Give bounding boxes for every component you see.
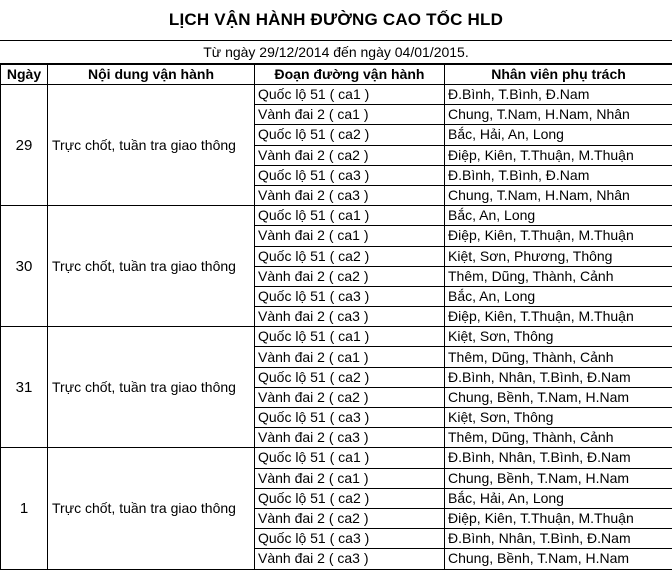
segment-cell: Vành đai 2 ( ca1 ) <box>255 105 445 125</box>
segment-cell: Quốc lộ 51 ( ca3 ) <box>255 408 445 428</box>
table-row <box>1 448 672 468</box>
segment-cell: Vành đai 2 ( ca3 ) <box>255 428 445 448</box>
segment-cell: Vành đai 2 ( ca3 ) <box>255 549 445 569</box>
day-cell: 30 <box>1 206 48 327</box>
segment-cell: Quốc lộ 51 ( ca3 ) <box>255 529 445 549</box>
document-subtitle: Từ ngày 29/12/2014 đến ngày 04/01/2015. <box>0 40 672 64</box>
header-day: Ngày <box>1 65 48 85</box>
staff-cell: Bắc, An, Long <box>445 206 672 226</box>
staff-cell: Thêm, Dũng, Thành, Cảnh <box>445 428 672 448</box>
segment-cell: Quốc lộ 51 ( ca3 ) <box>255 165 445 185</box>
schedule-table <box>0 64 672 570</box>
staff-cell: Bắc, Hải, An, Long <box>445 125 672 145</box>
segment-cell: Quốc lộ 51 ( ca2 ) <box>255 367 445 387</box>
header-segment: Đoạn đường vận hành <box>255 65 445 85</box>
day-cell: 31 <box>1 327 48 448</box>
task-cell: Trực chốt, tuần tra giao thông <box>48 206 255 327</box>
segment-cell: Quốc lộ 51 ( ca3 ) <box>255 286 445 306</box>
segment-cell: Quốc lộ 51 ( ca1 ) <box>255 327 445 347</box>
table-row <box>1 327 672 347</box>
segment-cell: Vành đai 2 ( ca1 ) <box>255 347 445 367</box>
segment-cell: Vành đai 2 ( ca3 ) <box>255 185 445 205</box>
segment-cell: Quốc lộ 51 ( ca2 ) <box>255 488 445 508</box>
task-cell: Trực chốt, tuần tra giao thông <box>48 327 255 448</box>
header-row <box>1 65 672 85</box>
task-cell: Trực chốt, tuần tra giao thông <box>48 85 255 206</box>
staff-cell: Chung, T.Nam, H.Nam, Nhân <box>445 185 672 205</box>
segment-cell: Vành đai 2 ( ca2 ) <box>255 145 445 165</box>
task-cell: Trực chốt, tuần tra giao thông <box>48 448 255 569</box>
staff-cell: Chung, Bềnh, T.Nam, H.Nam <box>445 387 672 407</box>
table-row <box>1 85 672 105</box>
document-title: LỊCH VẬN HÀNH ĐƯỜNG CAO TỐC HLD <box>168 10 504 29</box>
segment-cell: Quốc lộ 51 ( ca1 ) <box>255 448 445 468</box>
staff-cell: Kiệt, Sơn, Thông <box>445 408 672 428</box>
day-cell: 1 <box>1 448 48 569</box>
segment-cell: Quốc lộ 51 ( ca1 ) <box>255 206 445 226</box>
table-row <box>1 206 672 226</box>
staff-cell: Đ.Bình, Nhân, T.Bình, Đ.Nam <box>445 367 672 387</box>
segment-cell: Vành đai 2 ( ca2 ) <box>255 387 445 407</box>
day-cell: 29 <box>1 85 48 206</box>
schedule-body <box>1 85 672 570</box>
segment-cell: Quốc lộ 51 ( ca2 ) <box>255 246 445 266</box>
staff-cell: Thêm, Dũng, Thành, Cảnh <box>445 347 672 367</box>
staff-cell: Đ.Bình, Nhân, T.Bình, Đ.Nam <box>445 529 672 549</box>
header-staff: Nhân viên phụ trách <box>445 65 672 85</box>
segment-cell: Vành đai 2 ( ca1 ) <box>255 468 445 488</box>
staff-cell: Điệp, Kiên, T.Thuận, M.Thuận <box>445 307 672 327</box>
staff-cell: Đ.Bình, Nhân, T.Bình, Đ.Nam <box>445 448 672 468</box>
staff-cell: Kiệt, Sơn, Thông <box>445 327 672 347</box>
segment-cell: Vành đai 2 ( ca3 ) <box>255 307 445 327</box>
segment-cell: Quốc lộ 51 ( ca2 ) <box>255 125 445 145</box>
staff-cell: Bắc, An, Long <box>445 286 672 306</box>
segment-cell: Vành đai 2 ( ca1 ) <box>255 226 445 246</box>
segment-cell: Vành đai 2 ( ca2 ) <box>255 266 445 286</box>
header-task: Nội dung vận hành <box>48 65 255 85</box>
staff-cell: Điệp, Kiên, T.Thuận, M.Thuận <box>445 508 672 528</box>
segment-cell: Vành đai 2 ( ca2 ) <box>255 508 445 528</box>
staff-cell: Điệp, Kiên, T.Thuận, M.Thuận <box>445 145 672 165</box>
segment-cell: Quốc lộ 51 ( ca1 ) <box>255 85 445 105</box>
staff-cell: Bắc, Hải, An, Long <box>445 488 672 508</box>
staff-cell: Chung, Bềnh, T.Nam, H.Nam <box>445 468 672 488</box>
staff-cell: Chung, T.Nam, H.Nam, Nhân <box>445 105 672 125</box>
staff-cell: Đ.Bình, T.Bình, Đ.Nam <box>445 165 672 185</box>
staff-cell: Thêm, Dũng, Thành, Cảnh <box>445 266 672 286</box>
staff-cell: Kiệt, Sơn, Phương, Thông <box>445 246 672 266</box>
staff-cell: Chung, Bềnh, T.Nam, H.Nam <box>445 549 672 569</box>
staff-cell: Điệp, Kiên, T.Thuận, M.Thuận <box>445 226 672 246</box>
staff-cell: Đ.Bình, T.Bình, Đ.Nam <box>445 85 672 105</box>
